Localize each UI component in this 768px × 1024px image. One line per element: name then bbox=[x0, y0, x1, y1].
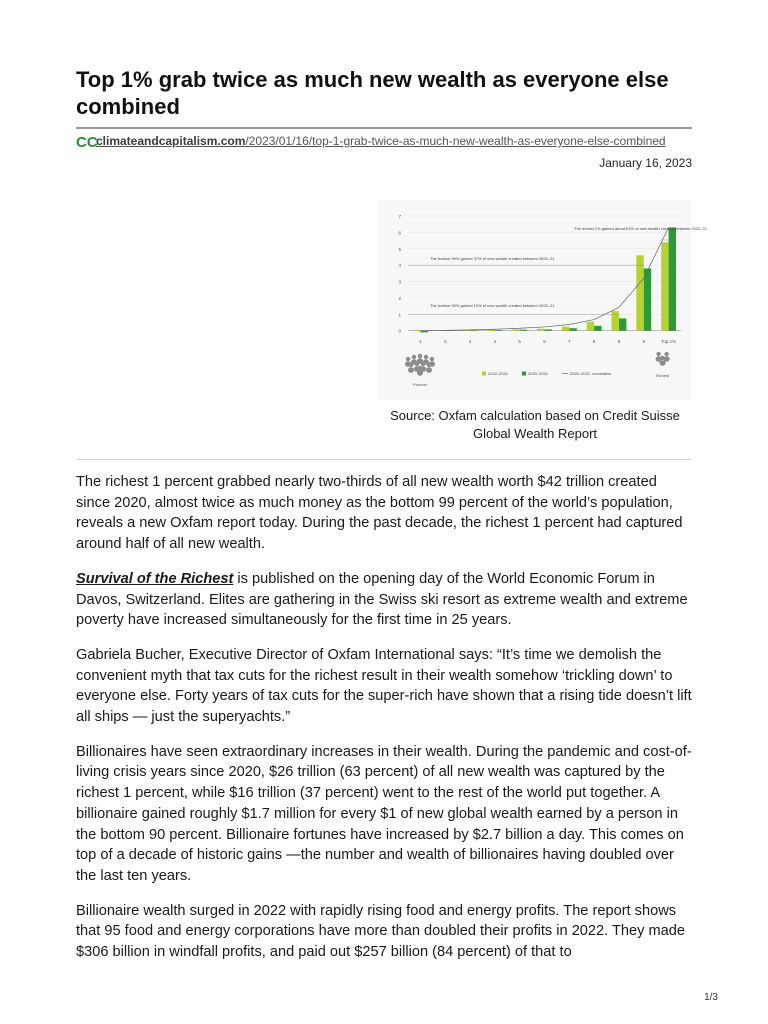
richest-label: Richest bbox=[655, 373, 670, 378]
poorest-people-icon bbox=[409, 363, 413, 367]
annotation-text: The richest 1% gained about 63% of new wealth created between 2020–21 bbox=[574, 226, 707, 231]
source-row bbox=[76, 132, 666, 150]
bar bbox=[537, 329, 544, 331]
source-url-link[interactable] bbox=[96, 134, 666, 148]
annotation-text: The bottom 90% gained 10% of new wealth created between 2020–21 bbox=[430, 303, 555, 308]
legend-label: 2012–2021 bbox=[488, 371, 509, 376]
poorest-people-icon bbox=[421, 362, 425, 366]
x-tick-label: 7 bbox=[568, 339, 571, 344]
x-tick-label: 9 bbox=[617, 339, 621, 344]
y-tick-label: 7 bbox=[398, 214, 401, 219]
bar bbox=[661, 242, 668, 331]
y-tick-label: 4 bbox=[398, 263, 401, 269]
y-tick-label: 6 bbox=[398, 230, 401, 236]
bar bbox=[562, 327, 569, 331]
bar bbox=[644, 268, 651, 330]
poorest-people-icon bbox=[424, 355, 428, 359]
wealth-chart-svg bbox=[378, 200, 707, 400]
legend-swatch bbox=[522, 372, 526, 376]
article-body bbox=[76, 472, 692, 977]
richest-people-icon bbox=[660, 356, 664, 360]
poorest-people-icon bbox=[418, 366, 422, 370]
x-tick-label: Top 1% bbox=[661, 339, 677, 344]
poorest-people-icon bbox=[417, 370, 423, 376]
article-title: Top 1% grab twice as much new wealth as everyone else combined bbox=[76, 67, 669, 119]
poorest-people-icon bbox=[418, 354, 422, 358]
x-tick-label: 3 bbox=[468, 339, 472, 344]
richest-people-icon bbox=[660, 360, 666, 366]
bar bbox=[636, 255, 643, 330]
bar bbox=[495, 330, 502, 331]
legend-label: 2020–2021: cumulative bbox=[570, 371, 612, 376]
poorest-people-icon bbox=[430, 357, 434, 361]
bar bbox=[512, 329, 519, 330]
legend-label: 2020–2021 bbox=[528, 371, 549, 376]
bar bbox=[520, 330, 527, 331]
bar bbox=[612, 311, 619, 331]
title-divider bbox=[76, 127, 692, 129]
x-tick-label: 9 bbox=[642, 339, 646, 344]
poorest-people-icon bbox=[412, 355, 416, 359]
richest-people-icon bbox=[664, 352, 668, 356]
x-tick-label: 4 bbox=[493, 339, 497, 344]
paragraph-2 bbox=[76, 569, 692, 631]
poorest-label: Poorest bbox=[413, 382, 427, 387]
y-tick-label: 0 bbox=[398, 328, 401, 334]
bar bbox=[545, 329, 552, 330]
cumulative-line bbox=[420, 227, 668, 330]
paragraph-1: The richest 1 percent grabbed nearly two-thirds of all new wealth worth $42 trillion created since 2020, almost twice as much money as the bottom 99 percent of the world’s population, reveals a new Oxfam report today. During the past decade, the richest 1 percent had captured around half of all new wealth. bbox=[76, 474, 683, 553]
source-path: /2023/01/16/top-1-grab-twice-as-much-new-wealth-as-everyone-else-combined bbox=[245, 134, 666, 148]
bar bbox=[669, 227, 676, 330]
y-tick-label: 2 bbox=[398, 295, 401, 301]
poorest-people-icon bbox=[427, 363, 431, 367]
bar bbox=[487, 330, 494, 331]
poorest-people-icon bbox=[408, 367, 414, 373]
bar bbox=[619, 318, 626, 330]
bar bbox=[569, 328, 576, 330]
bar bbox=[470, 330, 477, 331]
y-tick-label: 3 bbox=[398, 279, 401, 285]
poorest-people-icon bbox=[406, 357, 410, 361]
figure-caption: Source: Oxfam calculation based on Credit Suisse Global Wealth Report bbox=[390, 408, 680, 441]
x-tick-label: 2 bbox=[443, 339, 447, 344]
x-tick-label: 5 bbox=[518, 339, 521, 344]
poorest-people-icon bbox=[415, 362, 419, 366]
page-number: 1/3 bbox=[704, 992, 718, 1003]
site-logo-icon bbox=[76, 133, 98, 151]
bar bbox=[413, 330, 420, 331]
wealth-chart bbox=[378, 200, 707, 400]
article-date: January 16, 2023 bbox=[599, 156, 692, 170]
paragraph-5: Billionaire wealth surged in 2022 with rapidly rising food and energy profits. The report shows that 95 food and energy corporations have more than doubled their profits in 2022. They made $306 billion in windfall profits, and paid out $257 billion (84 percent) of that to bbox=[76, 902, 686, 961]
report-link[interactable]: Survival of the Richest bbox=[76, 570, 234, 587]
annotation-text: The bottom 99% gained 37% of new wealth created between 2020–21 bbox=[430, 256, 555, 261]
x-tick-label: 6 bbox=[543, 339, 546, 344]
site-logo-text: CC bbox=[76, 134, 98, 151]
paragraph-4: Billionaires have seen extraordinary increases in their wealth. During the pandemic and cost-of-living crisis years since 2020, $26 trillion (63 percent) of all new wealth was captured by the richest 1 percent, while $16 trillion (37 percent) went to the rest of the world put together. A billionaire gained roughly $1.7 million for every $1 of new global wealth earned by a person in the bottom 90 percent. Billionaire fortunes have increased by $2.7 billion a day. This comes on top of a decade of historic gains —the number and wealth of billionaires having doubled over the last ten years. bbox=[76, 743, 692, 884]
paragraph-3: Gabriela Bucher, Executive Director of Oxfam International says: “It’s time we demolish the convenient myth that tax cuts for the richest result in their wealth somehow ‘trickling down’ to everyone else. Forty years of tax cuts for the super-rich have shown that a rising tide doesn’t lift all ships — just the superyachts.” bbox=[76, 646, 692, 726]
source-domain: climateandcapitalism.com bbox=[96, 134, 246, 148]
bar bbox=[587, 322, 594, 331]
y-tick-label: 5 bbox=[398, 246, 401, 252]
richest-people-icon bbox=[656, 352, 660, 356]
paragraph-2-text: is published on the opening day of the World Economic Forum in Davos, Switzerland. Elites are gathering in the Swiss ski resort as extreme wealth and extreme poverty have increased simultaneously for the first time in 25 years. bbox=[76, 570, 688, 629]
section-divider bbox=[76, 459, 692, 460]
poorest-people-icon bbox=[426, 367, 432, 373]
x-tick-label: 1 bbox=[419, 339, 422, 344]
y-tick-label: 1 bbox=[398, 312, 401, 318]
x-tick-label: 8 bbox=[592, 339, 596, 344]
legend-swatch bbox=[482, 372, 486, 376]
bar bbox=[594, 326, 601, 331]
